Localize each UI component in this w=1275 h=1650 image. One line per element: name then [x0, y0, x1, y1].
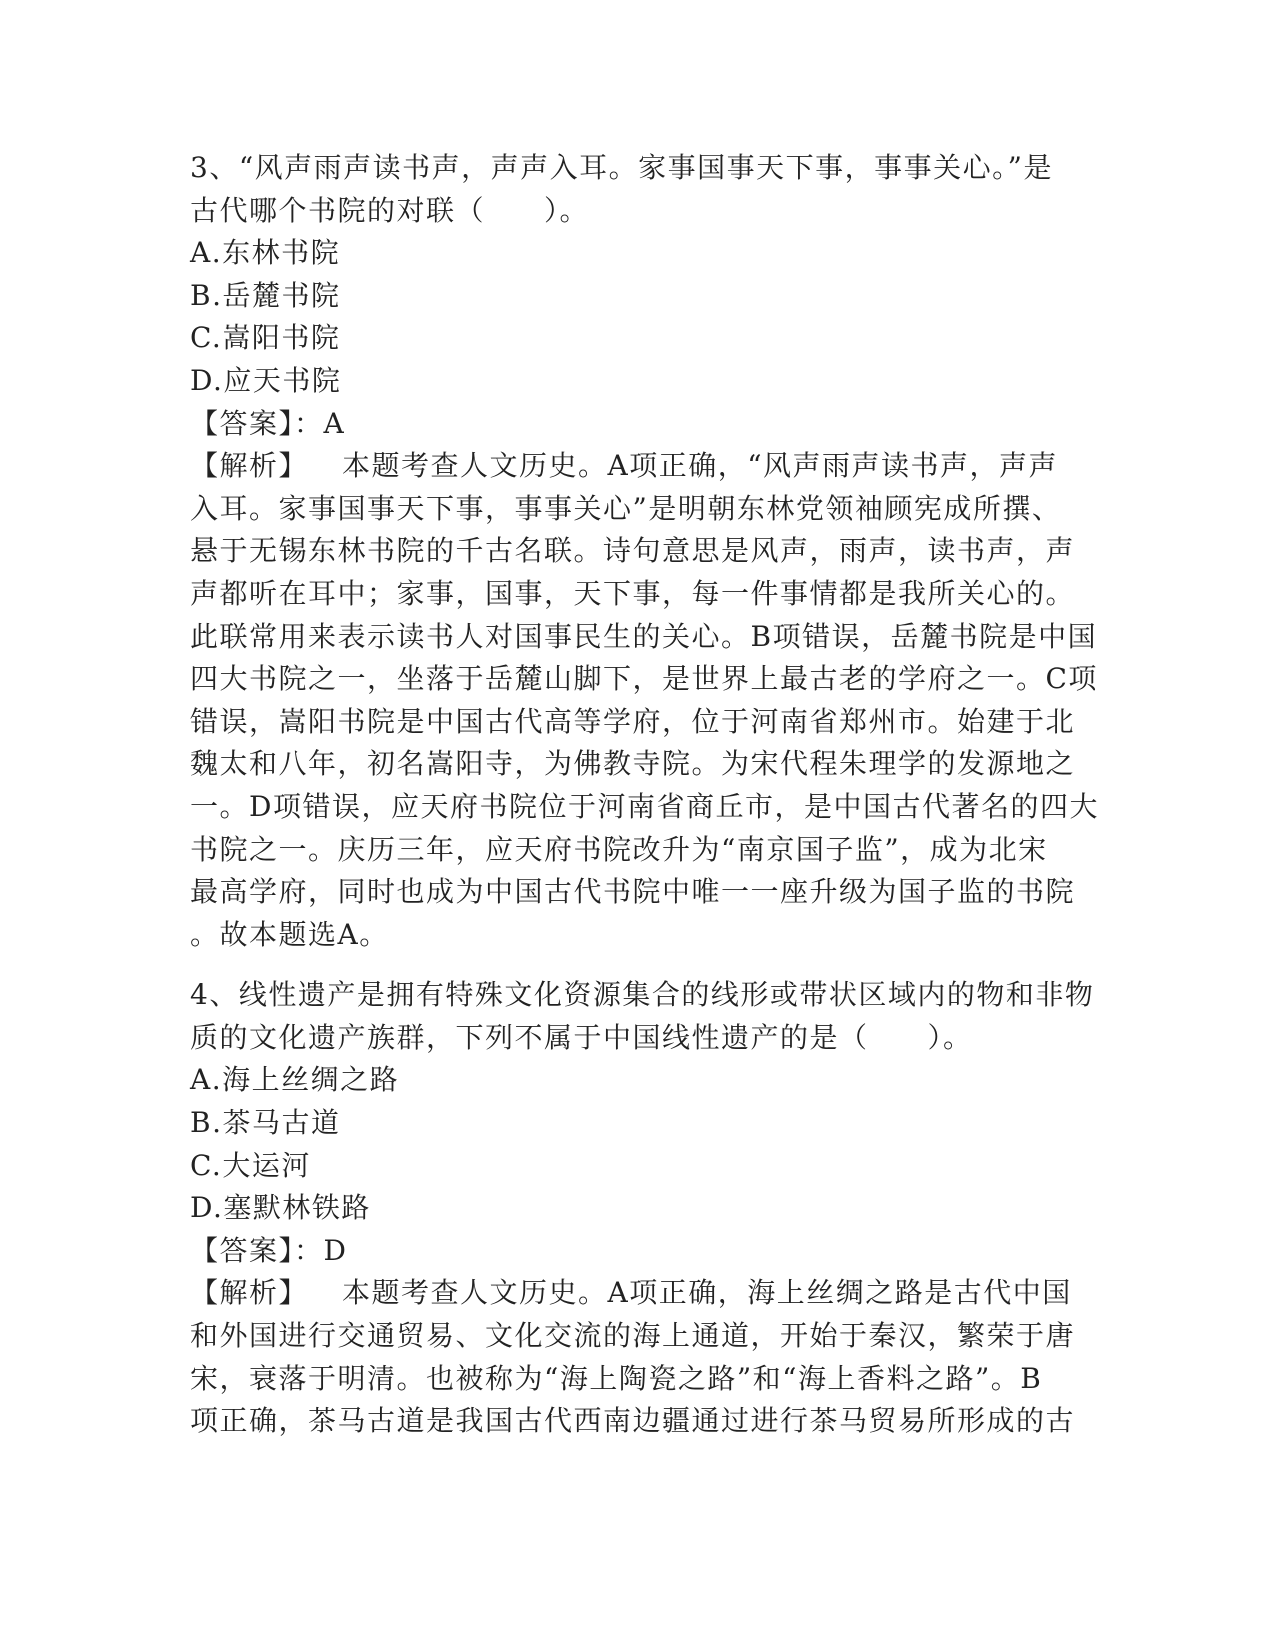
option-a: A.海上丝绸之路: [190, 1063, 400, 1097]
analysis-line: 书院之一。庆历三年，应天府书院改升为“南京国子监”，成为北宋: [190, 832, 1048, 866]
analysis-line: 。故本题选A。: [190, 917, 389, 951]
analysis-line: 宋，衰落于明清。也被称为“海上陶瓷之路”和“海上香料之路”。B: [190, 1361, 1043, 1395]
page-content: [190, 147, 1099, 1443]
analysis-label: 【解析】: [190, 1276, 309, 1310]
answer-label: 【答案】：: [190, 1233, 324, 1267]
analysis-line: 项正确，茶马古道是我国古代西南边疆通过进行茶马贸易所形成的古: [190, 1404, 1076, 1438]
option-c: C.嵩阳书院: [190, 321, 341, 355]
analysis-line: [190, 1272, 1085, 1315]
analysis-line: 此联常用来表示读书人对国事民生的关心。B项错误，岳麓书院是中国: [190, 619, 1098, 653]
question-3: [190, 147, 1099, 956]
analysis-text: 本题考查人文历史。A项正确，“风声雨声读书声，声声: [342, 449, 1059, 483]
option-b: B.茶马古道: [190, 1106, 341, 1140]
option-d: D.塞默林铁路: [190, 1191, 371, 1225]
analysis-text: 本题考查人文历史。A项正确，海上丝绸之路是古代中国: [342, 1276, 1072, 1310]
answer-line: [190, 403, 1085, 446]
answer-value: D: [323, 1233, 348, 1267]
analysis-line: 魏太和八年，初名嵩阳寺，为佛教寺院。为宋代程朱理学的发源地之: [190, 747, 1076, 781]
question-stem-line: 3、“风声雨声读书声，声声入耳。家事国事天下事，事事关心。”是: [190, 151, 1053, 184]
answer-line: [190, 1230, 1085, 1273]
option-b: B.岳麓书院: [190, 278, 341, 312]
question-stem-line: 4、线性遗产是拥有特殊文化资源集合的线形或带状区域内的物和非物: [190, 978, 1095, 1012]
question-4: [190, 974, 1095, 1443]
option-c: C.大运河: [190, 1148, 311, 1182]
option-a: A.东林书院: [190, 236, 341, 270]
answer-label: 【答案】：: [190, 406, 324, 440]
analysis-line: 声都听在耳中；家事，国事，天下事，每一件事情都是我所关心的。: [190, 576, 1076, 610]
analysis-line: [190, 445, 1085, 488]
analysis-label: 【解析】: [190, 449, 309, 483]
analysis-line: 最高学府，同时也成为中国古代书院中唯一一座升级为国子监的书院: [190, 875, 1076, 909]
analysis-line: 和外国进行交通贸易、文化交流的海上通道，开始于秦汉，繁荣于唐: [190, 1319, 1076, 1353]
analysis-line: 错误，嵩阳书院是中国古代高等学府，位于河南省郑州市。始建于北: [190, 704, 1076, 738]
question-stem-line: 古代哪个书院的对联（ ）。: [190, 193, 590, 227]
option-d: D.应天书院: [190, 363, 342, 397]
analysis-line: 一。D项错误，应天府书院位于河南省商丘市，是中国古代著名的四大: [190, 789, 1099, 823]
analysis-line: 悬于无锡东林书院的千古名联。诗句意思是风声，雨声，读书声，声: [190, 534, 1076, 568]
analysis-line: 入耳。家事国事天下事，事事关心”是明朝东林党领袖顾宪成所撰、: [190, 491, 1062, 525]
question-stem-line: 质的文化遗产族群，下列不属于中国线性遗产的是（ ）。: [190, 1020, 973, 1054]
analysis-line: 四大书院之一，坐落于岳麓山脚下，是世界上最古老的学府之一。C项: [190, 662, 1098, 696]
answer-value: A: [323, 406, 346, 440]
